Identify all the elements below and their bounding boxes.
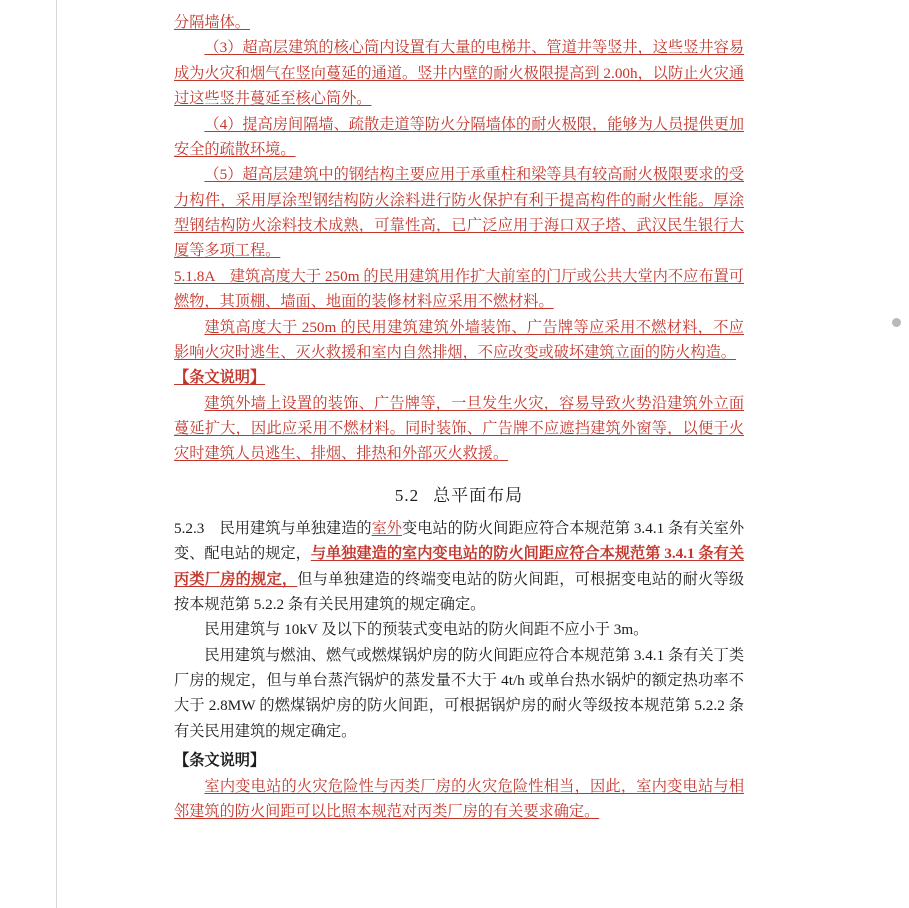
clause-5-2-3-run-2: 变电站的防火间距应符合本规范第 3.4.1 条有关室外变、配电站的规定， <box>174 519 745 563</box>
scroll-position-indicator[interactable] <box>892 318 901 327</box>
paragraph-item-5: （5）超高层建筑中的钢结构主要应用于承重柱和梁等具有较高耐火极限要求的受力构件，采用厚涂型钢结构防火涂料进行防火保护有利于提高构件的耐火性能。厚涂型钢结构防火涂料技术成熟，可靠性高，已广泛应用于海口双子塔、武汉民生银行大厦等多项工程。 <box>174 166 744 260</box>
paragraph-fire-partition-wall: 分隔墙体。 <box>174 14 250 31</box>
explanatory-note-body-1: 建筑外墙上设置的装饰、广告牌等，一旦发生火灾，容易导致火势沿建筑外立面蔓延扩大，因此应采用不燃材料。同时装饰、广告牌不应遮挡建筑外窗等，以便于火灾时建筑人员逃生、排烟、排热和外部灭火救援。 <box>174 394 744 463</box>
clause-5-2-3-insertion-1: 室外 <box>371 519 403 537</box>
clause-5-2-3-run-1: 民用建筑与单独建造的 <box>204 519 372 537</box>
clause-5-2-3-run-3: 但与单独建造的终端变电站的防火间距，可根据变电站的耐火等级按本规范第 5.2.2 条有关民用建筑的规定确定。 <box>174 570 745 613</box>
clause-5-2-3 <box>174 516 744 618</box>
paragraph-item-4: （4）提高房间隔墙、疏散走道等防火分隔墙体的耐火极限，能够为人员提供更加安全的疏散环境。 <box>174 115 744 158</box>
clause-5-2-3-number: 5.2.3 <box>174 519 205 537</box>
section-heading-number: 5.2 <box>394 485 420 505</box>
explanatory-note-title-1: 【条文说明】 <box>174 369 266 387</box>
page-left-rule <box>56 0 57 908</box>
paragraph-5-2-3-third: 民用建筑与燃油、燃气或燃煤锅炉房的防火间距应符合本规范第 3.4.1 条有关丁类厂房的规定，但与单台蒸汽锅炉的蒸发量不大于 4t/h 或单台热水锅炉的额定热功率不大于 2.8MW 的燃煤锅炉房的防火间距，可根据锅炉房的耐火等级按本规范第 5.2.2 条有关民用建筑的规定确定。 <box>174 646 744 740</box>
paragraph-item-3: （3）超高层建筑的核心筒内设置有大量的电梯井、管道井等竖井，这些竖井容易成为火灾和烟气在竖向蔓延的通道。竖井内壁的耐火极限提高到 2.00h，以防止火灾通过这些竖井蔓延至核心筒外。 <box>174 39 744 108</box>
clause-5-1-8A: 5.1.8A 建筑高度大于 250m 的民用建筑用作扩大前室的门厅或公共大堂内不应布置可燃物，其顶棚、墙面、地面的装修材料应采用不燃材料。 <box>174 267 744 311</box>
section-heading-title: 总平面布局 <box>433 485 524 505</box>
explanatory-note-title-2: 【条文说明】 <box>174 752 266 770</box>
clause-5-2-3-insertion-2: 与单独建造的室内变电站的防火间距应符合本规范第 3.4.1 条有关丙类厂房的规定， <box>174 545 745 588</box>
section-heading <box>174 481 744 506</box>
explanatory-note-body-2: 室内变电站的火灾危险性与丙类厂房的火灾危险性相当，因此，室内变电站与相邻建筑的防火间距可以比照本规范对丙类厂房的有关要求确定。 <box>174 777 744 820</box>
paragraph-5-2-3-second: 民用建筑与 10kV 及以下的预装式变电站的防火间距不应小于 3m。 <box>204 621 649 639</box>
clause-5-1-8A-paragraph-2: 建筑高度大于 250m 的民用建筑建筑外墙装饰、广告牌等应采用不燃材料，不应影响火灾时逃生、灭火救援和室内自然排烟，不应改变或破坏建筑立面的防火构造。 <box>174 318 744 361</box>
document-text-column <box>174 0 744 908</box>
